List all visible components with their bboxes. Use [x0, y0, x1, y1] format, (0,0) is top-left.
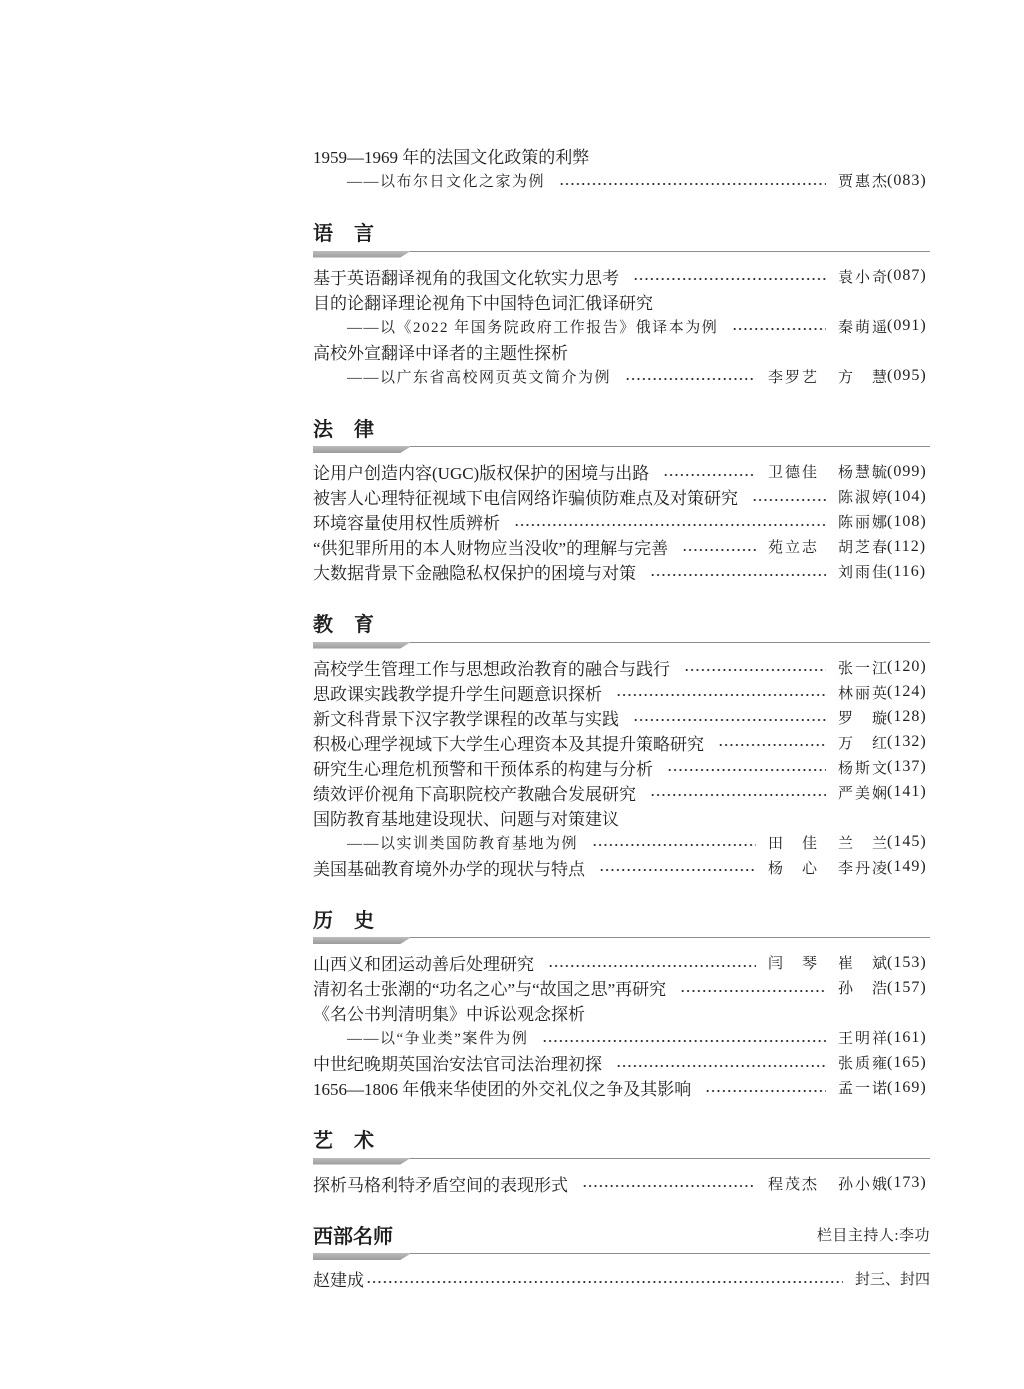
- section-title: 西部名师: [313, 1225, 393, 1248]
- dot-leader: [684, 668, 826, 672]
- section-header: [313, 412, 930, 459]
- toc-entry-subtitle: ——以《2022 年国务院政府工作报告》俄译本为例: [347, 319, 719, 336]
- section-title-row: [313, 903, 930, 933]
- section-rule-accent: [313, 251, 410, 258]
- dot-leader: [663, 473, 756, 477]
- author-name: 王明祥: [838, 1031, 887, 1047]
- toc-entry: [313, 509, 930, 534]
- toc-entry: [313, 780, 930, 805]
- author-list: [838, 707, 887, 728]
- author-name: 袁小奇: [838, 269, 887, 286]
- page-number: (132): [887, 733, 927, 750]
- toc-entry: [313, 1075, 930, 1100]
- author-list: [838, 682, 887, 703]
- toc-entry-title: 山西义和团运动善后处理研究: [313, 955, 534, 974]
- dot-leader: [667, 768, 826, 772]
- toc-entry-subtitle: ——以广东省高校网页英文简介为例: [347, 369, 612, 386]
- dot-leader: [680, 989, 826, 993]
- section-header: [313, 608, 930, 655]
- dot-leader: [625, 377, 756, 381]
- author-name: 闫 琴: [768, 956, 817, 972]
- page-number: (108): [887, 512, 927, 530]
- toc-entry: [313, 1266, 930, 1291]
- dot-leader: [559, 182, 826, 186]
- page-number: (112): [887, 537, 927, 555]
- toc-entry: [313, 975, 930, 1000]
- section-rule-accent: [313, 1253, 410, 1260]
- toc-entry-title: 《名公书判清明集》中诉讼观念探析: [313, 1005, 585, 1024]
- author-list: [838, 316, 887, 337]
- dot-leader: [705, 1089, 826, 1093]
- author-list: [838, 657, 887, 678]
- toc-entry-title-line: [313, 805, 930, 830]
- toc-entry-title: 1656—1806 年俄来华使团的外交礼仪之争及其影响: [313, 1080, 692, 1099]
- author-name: 杨 心: [768, 860, 817, 877]
- section-title: 历 史: [313, 909, 374, 932]
- table-of-contents: [313, 143, 930, 1291]
- dot-leader: [616, 693, 826, 697]
- author-name: 林丽英: [838, 685, 887, 702]
- section-rule-accent: [313, 937, 410, 944]
- section-rule-accent: [313, 642, 410, 649]
- toc-entry: [313, 730, 930, 755]
- author-name: 兰 兰: [838, 835, 887, 852]
- author-list: [838, 511, 887, 532]
- page-number: (169): [887, 1078, 927, 1096]
- toc-entry-title: 赵建成: [313, 1271, 364, 1290]
- page-number: (128): [887, 708, 927, 725]
- page-number: (165): [887, 1053, 927, 1071]
- page-number: (145): [887, 833, 927, 850]
- toc-entry: [313, 484, 930, 509]
- author-list: [838, 782, 887, 803]
- page-number: (153): [887, 953, 927, 971]
- author-name: 罗 璇: [838, 710, 887, 727]
- dot-leader: [514, 523, 826, 527]
- page-number: (173): [887, 1174, 927, 1191]
- column-host: 栏目主持人:李功: [816, 1227, 930, 1244]
- toc-entry: [313, 680, 930, 705]
- toc-entry-subtitle: ——以实训类国防教育基地为例: [347, 835, 579, 852]
- page-number: (124): [887, 683, 927, 700]
- author-list: [768, 461, 887, 482]
- dot-leader: [592, 843, 756, 847]
- toc-entry-title: 高校学生管理工作与思想政治教育的融合与践行: [313, 659, 670, 679]
- dot-leader: [599, 868, 756, 872]
- author-list: [838, 1052, 887, 1073]
- toc-entry: [313, 655, 930, 680]
- toc-entry-title-line: [313, 1000, 930, 1025]
- section-title: 艺 术: [313, 1130, 374, 1152]
- toc-entry: [313, 855, 930, 880]
- page-number: (104): [887, 487, 927, 505]
- toc-entry: [313, 264, 930, 289]
- toc-entry-title-line: [313, 339, 930, 364]
- page-number: (095): [887, 367, 927, 384]
- section-header: [313, 903, 930, 950]
- dot-leader: [732, 327, 826, 331]
- author-list: [768, 832, 887, 853]
- page-number: (099): [887, 462, 927, 480]
- dot-leader: [633, 277, 826, 281]
- dot-leader: [752, 498, 826, 502]
- author-list: [838, 486, 887, 507]
- dot-leader: [582, 1184, 756, 1188]
- author-name: 田 佳: [768, 835, 817, 852]
- author-list: [768, 366, 887, 387]
- toc-entry-subtitle-line: [313, 364, 930, 389]
- page-number: (161): [887, 1028, 927, 1046]
- toc-entry: [313, 705, 930, 730]
- section-header: [313, 1124, 930, 1171]
- author-name: 张质雍: [838, 1056, 887, 1072]
- dot-leader: [616, 1064, 826, 1068]
- author-list: [768, 857, 887, 878]
- toc-entry-title: 积极心理学视域下大学生心理资本及其提升策略研究: [313, 734, 704, 754]
- page-number: (116): [887, 562, 927, 580]
- author-name: 程茂杰: [768, 1176, 817, 1193]
- author-list: [838, 266, 887, 287]
- dot-leader: [542, 1039, 826, 1043]
- toc-entry-title: 思政课实践教学提升学生问题意识探析: [313, 684, 602, 704]
- author-name: 杨慧毓: [838, 465, 887, 481]
- author-list: [838, 1077, 887, 1098]
- author-name: 孙 浩: [838, 981, 887, 997]
- toc-entry-title: 高校外宣翻译中译者的主题性探析: [313, 343, 568, 363]
- toc-entry-title: 环境容量使用权性质辨析: [313, 514, 500, 533]
- toc-entry: [313, 1050, 930, 1075]
- toc-entry: [313, 534, 930, 559]
- toc-entry-title: 新文科背景下汉字教学课程的改革与实践: [313, 709, 619, 729]
- author-name: 孙小娥: [838, 1176, 887, 1193]
- author-list: [838, 757, 887, 778]
- author-list: [838, 170, 887, 191]
- toc-entry-title-line: [313, 143, 930, 168]
- author-name: 贾惠杰: [838, 174, 887, 190]
- author-name: 陈丽娜: [838, 515, 887, 531]
- page-number: (120): [887, 658, 927, 675]
- toc-entry-title: 目的论翻译理论视角下中国特色词汇俄译研究: [313, 293, 653, 313]
- author-name: 刘雨佳: [838, 565, 887, 581]
- author-list: [768, 952, 887, 973]
- section-title-row: [313, 1219, 930, 1249]
- author-name: 秦萌遥: [838, 319, 887, 336]
- author-name: 方 慧: [838, 369, 887, 386]
- dot-leader: [650, 573, 826, 577]
- toc-entry-subtitle: ——以“争业类”案件为例: [347, 1031, 529, 1047]
- toc-entry-title: “供犯罪所用的本人财物应当没收”的理解与完善: [313, 539, 669, 558]
- toc-entry-title: 国防教育基地建设现状、问题与对策建议: [313, 809, 619, 829]
- section-header: [313, 217, 930, 264]
- toc-entry: [313, 755, 930, 780]
- toc-entry-title: 论用户创造内容(UGC)版权保护的困境与出路: [313, 464, 650, 483]
- page-number: (141): [887, 783, 927, 800]
- dot-leader: [718, 743, 826, 747]
- author-name: 万 红: [838, 735, 887, 752]
- author-list: [838, 732, 887, 753]
- author-name: 卫德佳: [768, 465, 817, 481]
- author-name: 严美娴: [838, 785, 887, 802]
- toc-entry: [313, 559, 930, 584]
- section-title-row: [313, 1124, 930, 1154]
- section-title-row: [313, 608, 930, 638]
- section-rule-accent: [313, 446, 410, 453]
- section-title: 教 育: [313, 614, 374, 636]
- author-list: [768, 536, 887, 557]
- author-name: 崔 斌: [838, 956, 887, 972]
- toc-entry-subtitle-line: [313, 830, 930, 855]
- section-title: 语 言: [313, 223, 374, 245]
- section-title-row: [313, 217, 930, 247]
- author-list: [838, 977, 887, 998]
- toc-entry-title: 大数据背景下金融隐私权保护的困境与对策: [313, 564, 636, 583]
- toc-entry-title: 绩效评价视角下高职院校产教融合发展研究: [313, 784, 636, 804]
- author-name: 胡芝春: [838, 540, 887, 556]
- author-name: 李罗艺: [768, 369, 817, 386]
- dot-leader: [366, 1280, 843, 1284]
- toc-entry-title: 清初名士张潮的“功名之心”与“故国之思”再研究: [313, 980, 667, 999]
- toc-entry-title: 被害人心理特征视域下电信网络诈骗侦防难点及对策研究: [313, 489, 738, 508]
- page-number: (083): [887, 171, 927, 189]
- toc-entry-subtitle-line: [313, 168, 930, 193]
- dot-leader: [650, 793, 826, 797]
- dot-leader: [633, 718, 826, 722]
- page-number: (091): [887, 317, 927, 334]
- toc-entry-title: 探析马格利特矛盾空间的表现形式: [313, 1175, 568, 1195]
- toc-entry-title-line: [313, 289, 930, 314]
- toc-entry-title: 美国基础教育境外办学的现状与特点: [313, 859, 585, 879]
- section-header: [313, 1219, 930, 1266]
- author-name: 张一江: [838, 660, 887, 677]
- toc-entry-title: 中世纪晚期英国治安法官司法治理初探: [313, 1055, 602, 1074]
- author-list: [838, 561, 887, 582]
- page-number: 封三、封四: [854, 1272, 930, 1288]
- toc-entry: [313, 1171, 930, 1196]
- dot-leader: [548, 964, 756, 968]
- toc-entry-subtitle-line: [313, 1025, 930, 1050]
- page-number: (157): [887, 978, 927, 996]
- author-name: 陈淑婷: [838, 490, 887, 506]
- toc-entry: [313, 950, 930, 975]
- dot-leader: [682, 548, 756, 552]
- author-name: 孟一诺: [838, 1081, 887, 1097]
- author-list: [768, 1173, 887, 1194]
- author-list: [838, 1027, 887, 1048]
- toc-entry-subtitle: ——以布尔日文化之家为例: [347, 174, 546, 190]
- author-name: 杨斯文: [838, 760, 887, 777]
- toc-entry-title: 基于英语翻译视角的我国文化软实力思考: [313, 268, 619, 288]
- section-title: 法 律: [313, 418, 374, 441]
- toc-entry-title: 1959—1969 年的法国文化政策的利弊: [313, 148, 590, 167]
- toc-entry-subtitle-line: [313, 314, 930, 339]
- author-name: 苑立志: [768, 540, 817, 556]
- section-rule-accent: [313, 1158, 410, 1165]
- page-number: (149): [887, 858, 927, 875]
- page-number: (087): [887, 267, 927, 284]
- section-title-row: [313, 412, 930, 442]
- author-name: 李丹凌: [838, 860, 887, 877]
- toc-entry: [313, 459, 930, 484]
- toc-entry-title: 研究生心理危机预警和干预体系的构建与分析: [313, 759, 653, 779]
- page-number: (137): [887, 758, 927, 775]
